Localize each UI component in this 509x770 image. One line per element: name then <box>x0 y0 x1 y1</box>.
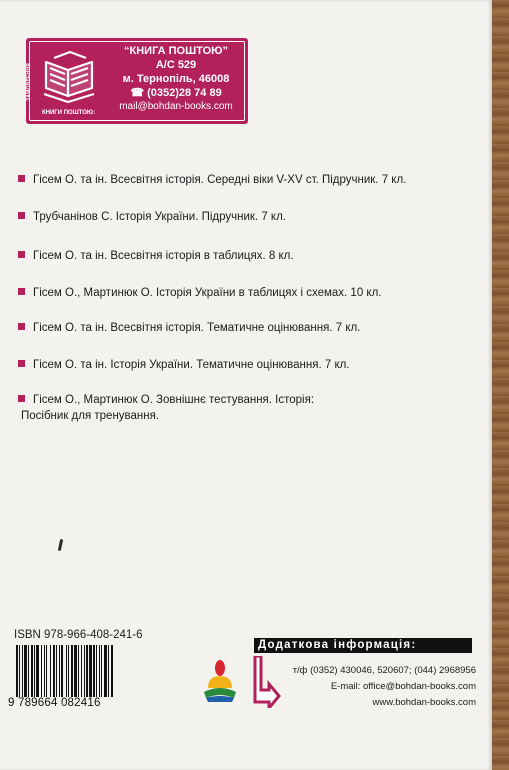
isbn-number: ISBN 978-966-408-241-6 <box>14 629 143 641</box>
bullet-icon <box>18 323 25 330</box>
book-item <box>18 285 381 301</box>
barcode-bar <box>74 645 77 697</box>
barcode-bar <box>78 645 79 697</box>
contact-phone: т/ф (0352) 430046, 520607; (044) 2968956 <box>292 665 476 676</box>
contact-email: E-mail: office@bohdan-books.com <box>330 681 476 692</box>
book-title: Гісем О. та ін. Всесвітня історія. Середні віки V-XV ст. Підручник. 7 кл. <box>33 174 407 186</box>
bullet-icon <box>18 360 25 367</box>
barcode-bar <box>31 645 33 697</box>
barcode-bar <box>101 645 102 697</box>
barcode-bar <box>84 645 85 697</box>
barcode-bar <box>36 645 39 697</box>
open-book-icon <box>40 48 100 110</box>
mail-order-stamp <box>26 38 248 124</box>
book-title: Трубчанінов С. Історія України. Підручник. 7 кл. <box>33 211 286 223</box>
stamp-under-icon-text: КНИГИ ПОШТОЮ: <box>42 110 96 116</box>
book-item <box>18 320 360 336</box>
barcode-bar <box>111 645 113 697</box>
bullet-icon <box>18 395 25 402</box>
publisher-logo-icon <box>202 658 238 704</box>
stamp-title: “КНИГА ПОШТОЮ” <box>124 45 228 57</box>
additional-info <box>280 663 476 711</box>
barcode-bar <box>16 645 18 697</box>
barcode-bar <box>22 645 23 697</box>
barcode-bar <box>86 645 88 697</box>
additional-info-heading: Додаткова інформація: <box>254 638 472 653</box>
barcode-bar <box>50 645 51 697</box>
barcode-bar <box>66 645 67 697</box>
stamp-side-text: ЗАМОВЛЕННЯ <box>26 63 32 101</box>
book-title: Гісем О. та ін. Всесвітня історія в таблицях. 8 кл. <box>33 250 294 262</box>
bullet-icon <box>18 175 25 182</box>
bullet-icon <box>18 212 25 219</box>
book-title: Гісем О. та ін. Історія України. Тематичне оцінювання. 7 кл. <box>33 359 350 371</box>
barcode-bar <box>61 645 63 697</box>
book-item <box>18 248 294 264</box>
stamp-city: м. Тернопіль, 46008 <box>122 73 230 85</box>
bullet-icon <box>18 288 25 295</box>
stamp-phone: ☎ (0352)28 74 89 <box>130 87 222 99</box>
barcode-bar <box>41 645 42 697</box>
contact-website: www.bohdan-books.com <box>372 697 476 708</box>
book-title: Гісем О., Мартинюк О. Історія України в таблицях і схемах. 10 кл. <box>33 287 382 299</box>
barcode-bar <box>81 645 82 697</box>
book-title: Гісем О., Мартинюк О. Зовнішнє тестування. Історія: <box>33 394 315 406</box>
barcode-bar <box>93 645 95 697</box>
barcode-bar <box>24 645 27 697</box>
book-title-continuation: Посібник для тренування. <box>21 410 160 422</box>
barcode-bar <box>99 645 100 697</box>
barcode-bar <box>71 645 73 697</box>
bullet-icon <box>18 251 25 258</box>
barcode-bar <box>89 645 92 697</box>
stamp-email: mail@bohdan-books.com <box>119 101 233 112</box>
barcode-bar <box>68 645 69 697</box>
barcode-bar <box>34 645 35 697</box>
book-item <box>18 392 314 424</box>
barcode-bar <box>53 645 55 697</box>
barcode-bar <box>28 645 29 697</box>
background-wood <box>492 0 509 770</box>
ink-mark <box>58 539 63 551</box>
barcode-digits: 9 789664 082416 <box>8 697 101 709</box>
book-item <box>18 209 286 225</box>
arrow-icon <box>251 656 281 708</box>
barcode <box>14 645 146 697</box>
stamp-info <box>108 44 244 114</box>
barcode-bar <box>59 645 60 697</box>
book-title: Гісем О. та ін. Всесвітня історія. Тематичне оцінювання. 7 кл. <box>33 322 361 334</box>
book-item <box>18 357 350 373</box>
barcode-bar <box>96 645 97 697</box>
barcode-bar <box>19 645 20 697</box>
barcode-bar <box>56 645 57 697</box>
book-item <box>18 172 406 188</box>
barcode-bar <box>44 645 45 697</box>
barcode-bar <box>108 645 109 697</box>
stamp-po-box: А/С 529 <box>155 59 197 71</box>
barcode-bar <box>104 645 107 697</box>
barcode-bar <box>46 645 47 697</box>
